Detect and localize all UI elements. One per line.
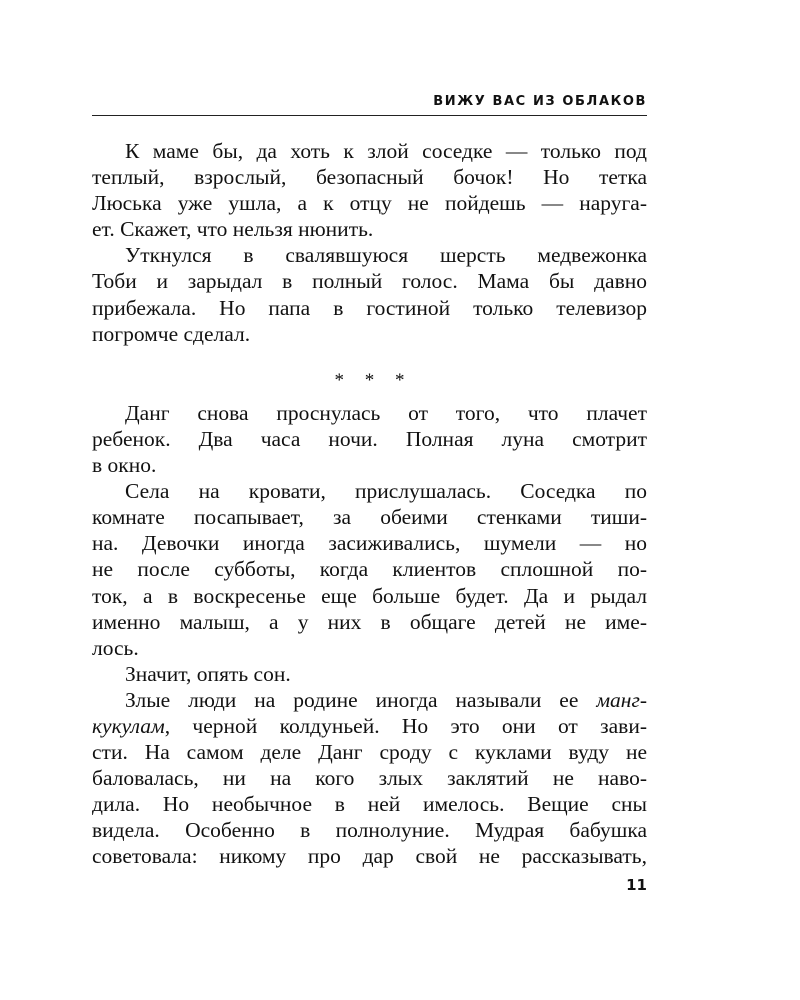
text-line: на. Девочки иногда засиживались, шумели — но — [92, 531, 647, 556]
page-number: 11 — [626, 876, 647, 894]
text-line: сти. На самом деле Данг сроду с куклами вуду не — [92, 740, 647, 765]
page-body — [92, 138, 647, 870]
text-run: Злые люди на родине иногда называли ее — [125, 687, 597, 712]
text-line: прибежала. Но папа в гостиной только телевизор — [92, 295, 647, 320]
text-run: , черной колдуньей. Но это они от зави- — [164, 713, 647, 738]
italic-word: кукулам — [92, 713, 165, 738]
text-line: лось. — [92, 635, 139, 660]
italic-word: манг- — [596, 687, 647, 712]
text-line: ток, а в воскресенье еще больше будет. Да и рыдал — [92, 583, 647, 608]
text-line: именно малыш, а у них в общаге детей не име- — [92, 609, 647, 634]
text-line: ребенок. Два часа ночи. Полная луна смотрит — [92, 426, 647, 451]
section-break: * * * — [334, 369, 413, 391]
text-line-mixed — [92, 713, 647, 739]
text-line: Тоби и зарыдал в полный голос. Мама бы давно — [92, 269, 647, 294]
text-line: в окно. — [92, 453, 157, 478]
text-line: Уткнулся в свалявшуюся шерсть медвежонка — [125, 243, 647, 268]
text-line: ет. Скажет, что нельзя нюнить. — [92, 217, 374, 242]
text-line: не после субботы, когда клиентов сплошной по- — [92, 557, 647, 582]
text-line: Села на кровати, прислушалась. Соседка по — [125, 479, 647, 504]
text-line: дила. Но необычное в ней имелось. Вещие сны — [92, 792, 647, 817]
running-head-title: ВИЖУ ВАС ИЗ ОБЛАКОВ — [433, 94, 647, 109]
text-line: теплый, взрослый, безопасный бочок! Но тетка — [92, 165, 647, 190]
text-line: баловалась, ни на кого злых заклятий не наво- — [92, 766, 647, 791]
text-line: Значит, опять сон. — [125, 661, 291, 686]
text-line: видела. Особенно в полнолуние. Мудрая бабушка — [92, 818, 647, 843]
text-line: погромче сделал. — [92, 321, 251, 346]
text-line: К маме бы, да хоть к злой соседке — только под — [125, 139, 647, 163]
text-line: Люська уже ушла, а к отцу не пойдешь — наруга- — [92, 191, 647, 216]
text-line: комнате посапывает, за обеими стенками тиши- — [92, 505, 647, 530]
text-line: Данг снова проснулась от того, что плачет — [125, 400, 647, 425]
text-line-mixed — [92, 687, 647, 713]
header-rule — [92, 115, 647, 116]
text-line: советовала: никому про дар свой не рассказывать, — [92, 844, 647, 869]
